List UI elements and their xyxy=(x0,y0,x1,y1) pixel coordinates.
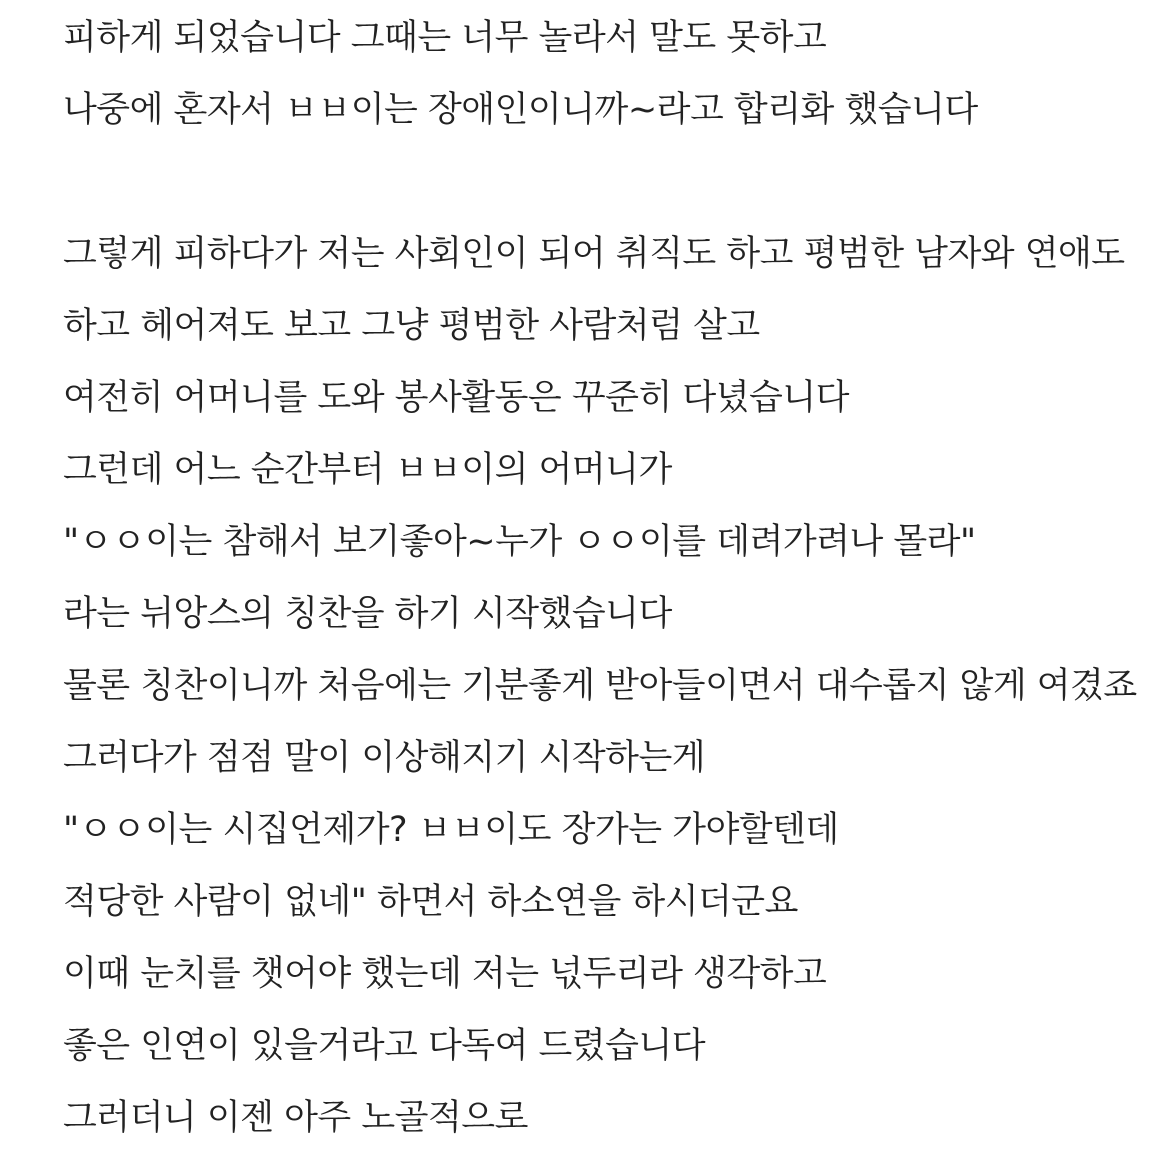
text-line: 적당한 사람이 없네" 하면서 하소연을 하시더군요 xyxy=(63,882,798,922)
text-line: 나중에 혼자서 ㅂㅂ이는 장애인이니까~라고 합리화 했습니다 xyxy=(63,90,978,130)
text-line: 피하게 되었습니다 그때는 너무 놀라서 말도 못하고 xyxy=(63,18,827,58)
text-line: 라는 뉘앙스의 칭찬을 하기 시작했습니다 xyxy=(63,594,672,634)
text-line: 여전히 어머니를 도와 봉사활동은 꾸준히 다녔습니다 xyxy=(63,378,849,418)
text-line: 그러더니 이젠 아주 노골적으로 xyxy=(63,1098,528,1138)
text-line: 그런데 어느 순간부터 ㅂㅂ이의 어머니가 xyxy=(63,450,672,490)
text-line: 그렇게 피하다가 저는 사회인이 되어 취직도 하고 평범한 남자와 연애도 xyxy=(63,234,1125,274)
text-line: "ㅇㅇ이는 참해서 보기좋아~누가 ㅇㅇ이를 데려가려나 몰라" xyxy=(63,522,976,562)
text-line: 그러다가 점점 말이 이상해지기 시작하는게 xyxy=(63,738,706,778)
text-line: 이때 눈치를 챗어야 했는데 저는 넋두리라 생각하고 xyxy=(63,954,827,994)
text-line: 하고 헤어져도 보고 그냥 평범한 사람처럼 살고 xyxy=(63,306,760,346)
text-line: 물론 칭찬이니까 처음에는 기분좋게 받아들이면서 대수롭지 않게 여겼죠 xyxy=(63,666,1137,706)
text-line: "ㅇㅇ이는 시집언제가? ㅂㅂ이도 장가는 가야할텐데 xyxy=(63,810,839,850)
text-line: 좋은 인연이 있을거라고 다독여 드렸습니다 xyxy=(63,1026,706,1066)
